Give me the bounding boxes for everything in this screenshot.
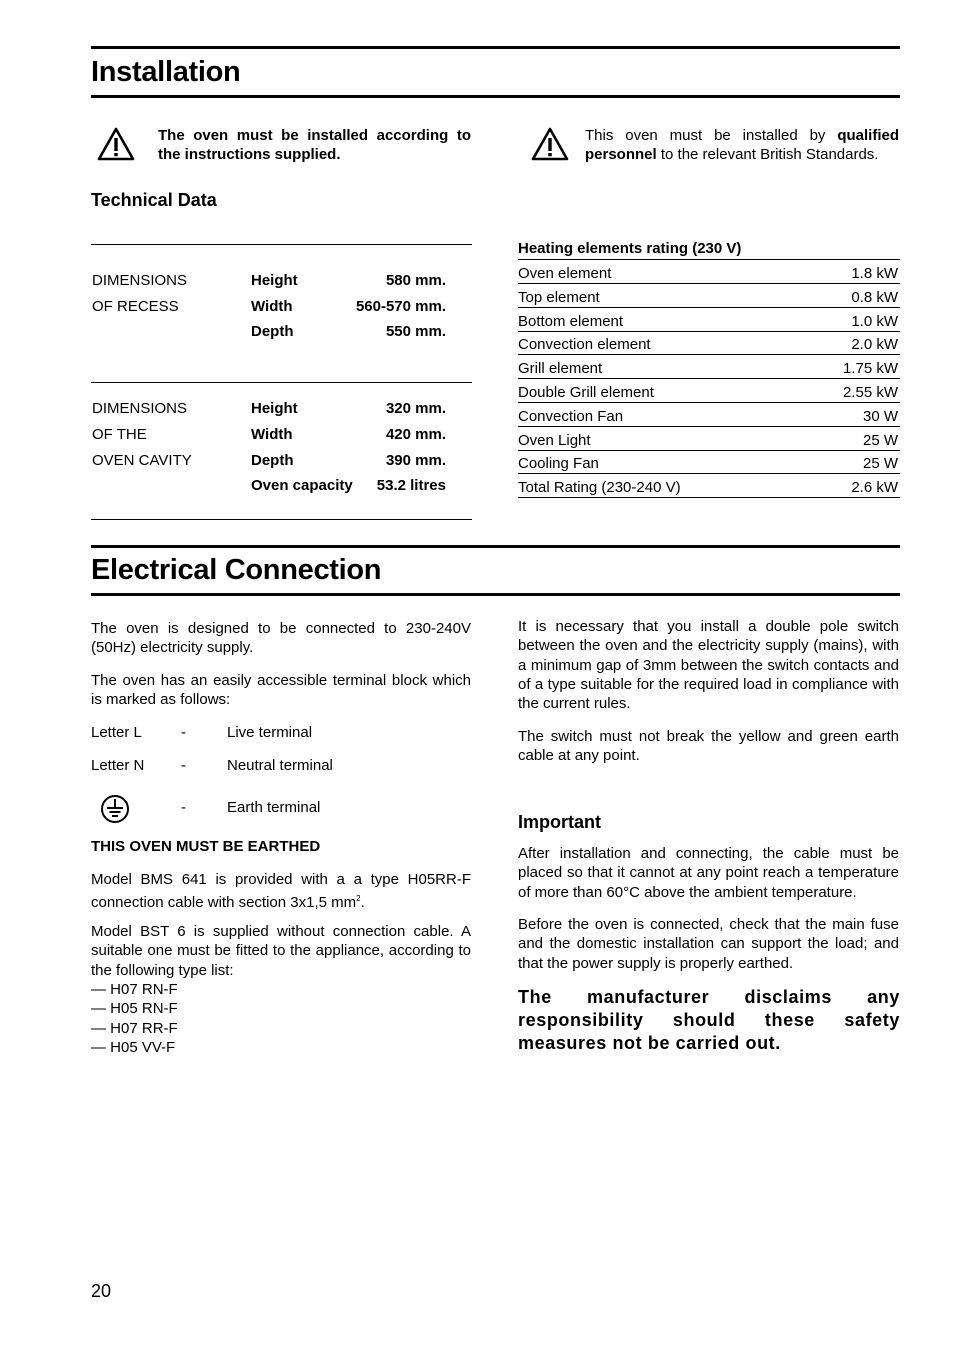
important-para-2: Before the oven is connected, check that the main fuse and the domestic installation can support the load; and that the power supply is properly earthed. (518, 916, 899, 972)
heating-element-rating: 1.8 kW (851, 265, 898, 282)
heating-element-name: Cooling Fan (518, 455, 599, 473)
heating-element-rating: 2.6 kW (851, 479, 898, 497)
cavity-depth-value: 390 mm. (385, 452, 446, 469)
heating-element-name: Grill element (518, 360, 603, 378)
cavity-width-label: Width (251, 426, 293, 443)
cavity-width-value: 420 mm. (385, 426, 446, 443)
heating-element-rating: 30 W (862, 407, 898, 425)
electrical-title-rule (91, 593, 900, 596)
recess-width-value: 560-570 mm. (355, 298, 446, 315)
recess-height-label: Height (251, 272, 298, 289)
heating-row (518, 355, 900, 379)
cable-type-item: — H05 VV-F (91, 1038, 178, 1057)
heating-element-rating: 25 W (862, 431, 898, 449)
heating-element-name: Convection element (518, 336, 651, 354)
cavity-top-rule (91, 382, 472, 383)
heating-element-rating: 25 W (862, 455, 898, 473)
heating-row (518, 284, 900, 308)
warning-right-bold: qualified personnel (585, 127, 899, 163)
warning-right-post: to the relevant British Standards. (656, 146, 879, 163)
heating-element-name: Oven element (518, 265, 612, 282)
warning-left-text: The oven must be installed according to the instructions supplied. (158, 127, 471, 163)
recess-label-line2: OF RECESS (92, 298, 179, 315)
recess-depth-label: Depth (251, 323, 294, 340)
important-para-1: After installation and connecting, the cable must be placed so that it cannot at any point reach a temperature of more than 60°C above the ambient temperature. (518, 845, 899, 901)
heating-row (518, 379, 900, 403)
electrical-para-1: The oven is designed to be connected to 230-240V (50Hz) electricity supply. (91, 620, 471, 657)
warning-triangle-icon (531, 127, 569, 161)
electrical-title: Electrical Connection (91, 554, 382, 586)
cavity-bottom-rule (91, 519, 472, 520)
terminal-dash-n: - (181, 757, 186, 774)
must-be-earthed: THIS OVEN MUST BE EARTHED (91, 838, 321, 855)
heating-element-rating: 0.8 kW (851, 288, 898, 306)
recess-width-label: Width (251, 298, 293, 315)
cable-type-item: — H05 RN-F (91, 999, 178, 1018)
terminal-letter-n: Letter N (91, 757, 145, 774)
heating-element-name: Bottom element (518, 312, 624, 330)
heating-element-rating: 2.55 kW (842, 384, 898, 401)
cavity-height-value: 320 mm. (385, 400, 446, 417)
terminal-desc-n: Neutral terminal (227, 757, 333, 774)
heating-element-name: Oven Light (518, 431, 591, 449)
heating-row (518, 331, 900, 355)
cable-type-item: — H07 RR-F (91, 1019, 178, 1038)
page-number: 20 (91, 1281, 112, 1301)
top-rule (91, 46, 900, 49)
heating-row (518, 474, 900, 498)
recess-height-value: 580 mm. (385, 272, 446, 289)
para-3-end: . (360, 894, 365, 912)
heating-row (518, 427, 900, 451)
heating-element-name: Top element (518, 288, 600, 306)
heating-row (518, 403, 900, 427)
installation-title-rule (91, 95, 900, 98)
terminal-dash-l: - (181, 724, 186, 741)
important-title: Important (518, 812, 601, 832)
cavity-label-line2: OF THE (92, 426, 147, 443)
heating-row (518, 260, 900, 284)
earth-symbol-icon (100, 794, 130, 824)
electrical-para-4: Model BST 6 is supplied without connection cable. A suitable one must be fitted to the appliance, according to the following type list: (91, 923, 471, 979)
heating-element-rating: 2.0 kW (851, 336, 898, 354)
cavity-capacity-value: 53.2 litres (376, 477, 446, 494)
electrical-top-rule (91, 545, 900, 548)
electrical-right-para-1: It is necessary that you install a double pole switch between the oven and the electricity supply (mains), with a minimum gap of 3mm between the switch contacts and of a type suitable for the required load in compliance with the current rules. (518, 618, 899, 713)
electrical-para-3 (91, 870, 471, 913)
terminal-dash-earth: - (181, 799, 186, 816)
electrical-right-para-2: The switch must not break the yellow and green earth cable at any point. (518, 728, 899, 765)
cavity-depth-label: Depth (251, 452, 294, 469)
electrical-para-2: The oven has an easily accessible terminal block which is marked as follows: (91, 672, 471, 709)
heating-row (518, 308, 900, 332)
heating-element-name: Double Grill element (518, 384, 654, 401)
cable-type-list (91, 980, 178, 1058)
heating-element-rating: 1.75 kW (842, 360, 898, 378)
para-3-text: Model BMS 641 is provided with a a type H05RR-F connection cable with section 3x1,5 mm (91, 871, 471, 912)
cavity-label-line3: OVEN CAVITY (92, 452, 192, 469)
cavity-label-line1: DIMENSIONS (92, 400, 188, 417)
terminal-desc-earth: Earth terminal (227, 799, 321, 816)
recess-label-line1: DIMENSIONS (92, 272, 188, 289)
heating-element-rating: 1.0 kW (851, 312, 898, 330)
recess-depth-value: 550 mm. (385, 323, 446, 340)
heating-row (518, 450, 900, 474)
installation-title: Installation (91, 56, 241, 88)
warning-right-pre: This oven must be installed by (585, 127, 838, 144)
cable-type-item: — H07 RN-F (91, 980, 178, 999)
heating-element-name: Total Rating (230-240 V) (518, 479, 681, 497)
terminal-desc-l: Live terminal (227, 724, 313, 741)
disclaimer: The manufacturer disclaims any responsibility should these safety measures not be carried out. (518, 987, 900, 1053)
para-3-superscript: 2 (356, 894, 361, 904)
technical-data-title: Technical Data (91, 190, 217, 210)
recess-top-rule (91, 244, 472, 245)
cavity-height-label: Height (251, 400, 298, 417)
cavity-capacity-label: Oven capacity (251, 477, 353, 494)
heating-element-name: Convection Fan (518, 407, 624, 425)
warning-triangle-icon (97, 127, 135, 161)
warning-right-text (585, 126, 899, 164)
terminal-letter-l: Letter L (91, 724, 142, 741)
heating-title: Heating elements rating (230 V) (518, 240, 742, 257)
